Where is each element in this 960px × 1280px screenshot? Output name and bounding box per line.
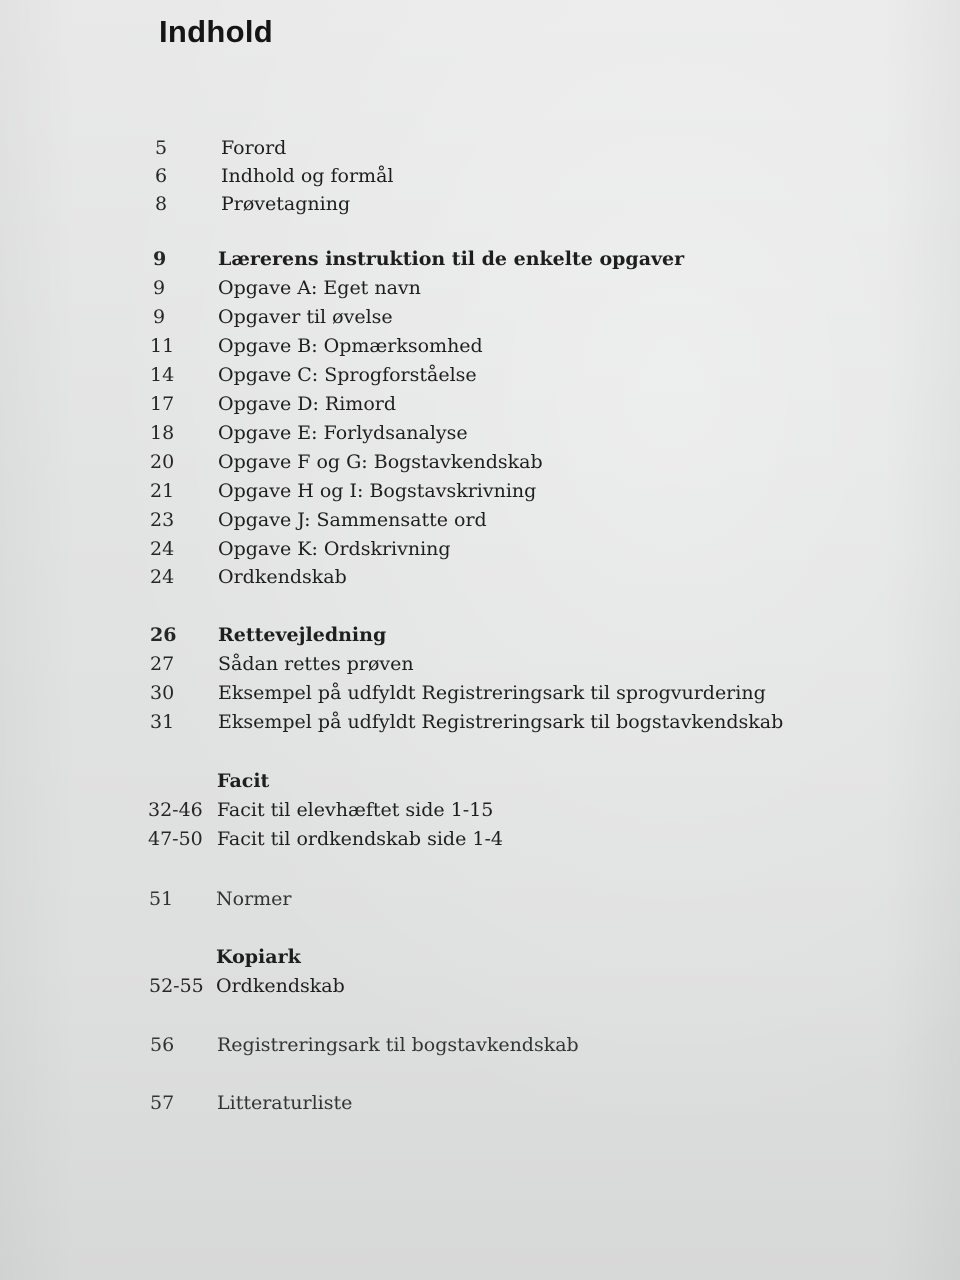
toc-entry-text: Facit til elevhæftet side 1-15 (217, 799, 494, 821)
toc-page-number: 20 (150, 451, 175, 473)
toc-page-number: 52-55 (149, 975, 204, 997)
toc-entry-text: Opgave C: Sprogforståelse (218, 364, 477, 386)
toc-entry-text: Ordkendskab (218, 566, 347, 588)
toc-page-number: 14 (150, 364, 175, 386)
toc-entry-text: Opgave K: Ordskrivning (218, 538, 451, 560)
toc-entry-text: Opgave D: Rimord (218, 393, 397, 415)
toc-entry (0, 448, 960, 477)
toc-page-number: 5 (155, 137, 168, 159)
toc-page-number: 30 (150, 682, 175, 704)
toc-page-number: 8 (155, 193, 168, 215)
toc-page-number: 32-46 (148, 799, 203, 821)
toc-entry (0, 190, 960, 219)
toc-section-heading (0, 943, 960, 972)
toc-entry-text: Lærerens instruktion til de enkelte opgaver (218, 248, 685, 270)
toc-entry (0, 535, 960, 564)
toc-entry (0, 563, 960, 592)
toc-entry-text: Opgave B: Opmærksomhed (218, 335, 483, 357)
toc-entry-text: Opgave A: Eget navn (218, 277, 421, 299)
toc-entry-text: Eksempel på udfyldt Registreringsark til bogstavkendskab (218, 711, 784, 733)
toc-page-number: 24 (150, 566, 175, 588)
toc-entry-text: Forord (221, 137, 287, 159)
toc-page-number: 26 (150, 624, 177, 646)
toc-entry-text: Prøvetagning (221, 193, 351, 215)
toc-entry (0, 390, 960, 419)
toc-entry-text: Litteraturliste (217, 1092, 353, 1114)
toc-page-number: 17 (150, 393, 175, 415)
toc-page-number: 51 (149, 888, 174, 910)
toc-entry-text: Opgave J: Sammensatte ord (218, 509, 487, 531)
toc-entry-text: Ordkendskab (216, 975, 345, 997)
toc-entry-text: Registreringsark til bogstavkendskab (217, 1034, 579, 1056)
toc-section-heading (0, 245, 960, 274)
toc-entry (0, 796, 960, 825)
toc-page-number: 57 (150, 1092, 175, 1114)
toc-page-number: 31 (150, 711, 175, 733)
toc-page-number: 47-50 (148, 828, 203, 850)
toc-entry (0, 885, 960, 914)
toc-page-number: 24 (150, 538, 175, 560)
toc-entry (0, 134, 960, 163)
toc-entry-text: Opgave E: Forlydsanalyse (218, 422, 468, 444)
toc-entry (0, 274, 960, 303)
toc-entry (0, 825, 960, 854)
toc-entry (0, 679, 960, 708)
toc-entry-text: Normer (216, 888, 292, 910)
toc-page-number: 21 (150, 480, 175, 502)
toc-entry (0, 1031, 960, 1060)
toc-entry (0, 361, 960, 390)
toc-entry-text: Opgave H og I: Bogstavskrivning (218, 480, 537, 502)
toc-page-number: 56 (150, 1034, 175, 1056)
toc-entry-text: Facit (217, 770, 270, 792)
toc-entry (0, 708, 960, 737)
toc-entry (0, 303, 960, 332)
toc-entry-text: Opgaver til øvelse (218, 306, 393, 328)
toc-entry (0, 332, 960, 361)
toc-entry-text: Sådan rettes prøven (218, 653, 414, 675)
toc-page-number: 23 (150, 509, 175, 531)
toc-page-number: 6 (155, 165, 168, 187)
toc-entry (0, 1089, 960, 1118)
toc-page-number: 9 (153, 248, 167, 270)
toc-entry-text: Rettevejledning (218, 624, 387, 646)
toc-section-heading (0, 767, 960, 796)
toc-section-heading (0, 621, 960, 650)
toc-entry (0, 972, 960, 1001)
toc-page-number: 11 (150, 335, 175, 357)
toc-entry (0, 477, 960, 506)
toc-entry-text: Indhold og formål (221, 165, 394, 187)
toc-page-number: 9 (153, 306, 166, 328)
toc-entry (0, 162, 960, 191)
toc-page-number: 9 (153, 277, 166, 299)
toc-page-number: 27 (150, 653, 175, 675)
toc-entry-text: Facit til ordkendskab side 1-4 (217, 828, 503, 850)
toc-entry (0, 419, 960, 448)
toc-entry (0, 650, 960, 679)
toc-page-number: 18 (150, 422, 175, 444)
toc-entry-text: Opgave F og G: Bogstavkendskab (218, 451, 543, 473)
toc-entry (0, 506, 960, 535)
page-title: Indhold (159, 14, 274, 49)
toc-entry-text: Eksempel på udfyldt Registreringsark til sprogvurdering (218, 682, 766, 704)
toc-entry-text: Kopiark (216, 946, 301, 968)
